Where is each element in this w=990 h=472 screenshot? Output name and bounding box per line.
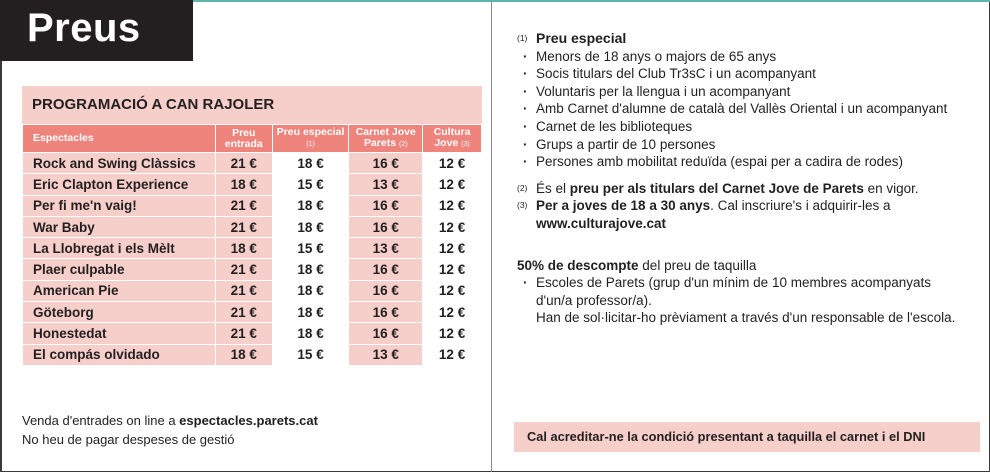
price-entrada: 18 €: [215, 174, 272, 195]
preu-especial-item: · Grups a partir de 10 persones: [517, 136, 967, 154]
price-especial: 18 €: [272, 302, 349, 323]
note-2: (2) És el preu per als titulars del Carnet Jove de Parets en vigor.: [517, 180, 919, 196]
column-divider: [491, 2, 492, 472]
col-header-espectacles: Espectacles: [23, 125, 216, 153]
price-entrada: 21 €: [215, 153, 272, 174]
price-cultura: 12 €: [423, 238, 482, 259]
price-entrada: 18 €: [215, 344, 272, 365]
espectacle-name: War Baby: [23, 216, 216, 237]
price-carnet: 16 €: [349, 195, 423, 216]
price-especial: 15 €: [272, 174, 349, 195]
title-banner: [0, 0, 193, 61]
price-cultura: 12 €: [423, 259, 482, 280]
descompte-item: · Escoles de Parets (grup d'un mínim de 10 membres acompanyats d'un/a professor/a).: [517, 274, 967, 309]
price-carnet: 16 €: [349, 323, 423, 344]
table-row: [23, 195, 482, 216]
price-carnet: 13 €: [349, 344, 423, 365]
price-carnet: 13 €: [349, 238, 423, 259]
price-cultura: 12 €: [423, 174, 482, 195]
espectacle-name: Plaer culpable: [23, 259, 216, 280]
table-row: [23, 238, 482, 259]
venda-line-2: No heu de pagar despeses de gestió: [22, 432, 235, 447]
venda-line-1: Venda d'entrades on line a espectacles.parets.cat: [22, 413, 318, 428]
preu-especial-item: · Socis titulars del Club Tr3sC i un acompanyant: [517, 65, 967, 83]
price-cultura: 12 €: [423, 195, 482, 216]
preu-especial-item: · Amb Carnet d'alumne de català del Vallès Oriental i un acompanyant: [517, 100, 967, 118]
note-3: (3) Per a joves de 18 a 30 anys. Cal inscriure's i adquirir-les a www.culturajove.cat: [517, 198, 891, 231]
price-cultura: 12 €: [423, 280, 482, 301]
price-table-header-row: [23, 125, 482, 153]
table-row: [23, 153, 482, 174]
page-title: Preus: [27, 6, 141, 50]
espectacle-name: Rock and Swing Clàssics: [23, 153, 216, 174]
descompte-title: 50% de descompte del preu de taquilla: [517, 257, 757, 273]
preu-especial-item: · Persones amb mobilitat reduïda (espai per a cadira de rodes): [517, 153, 967, 171]
price-entrada: 21 €: [215, 280, 272, 301]
price-especial: 18 €: [272, 323, 349, 344]
price-especial: 18 €: [272, 195, 349, 216]
conditions-panel: [517, 30, 967, 327]
col-header-preu-entrada: Preu entrada: [215, 125, 272, 153]
price-cultura: 12 €: [423, 216, 482, 237]
price-entrada: 21 €: [215, 195, 272, 216]
espectacle-name: La Llobregat i els Mèlt: [23, 238, 216, 259]
price-entrada: 21 €: [215, 216, 272, 237]
col-header-preu-especial: Preu especial (1): [272, 125, 349, 153]
price-table: [22, 124, 482, 366]
preu-especial-item: · Carnet de les biblioteques: [517, 118, 967, 136]
price-entrada: 21 €: [215, 323, 272, 344]
espectacle-name: El compás olvidado: [23, 344, 216, 365]
price-carnet: 16 €: [349, 216, 423, 237]
col-header-cultura-jove: Cultura Jove (3): [423, 125, 482, 153]
price-cultura: 12 €: [423, 323, 482, 344]
culturajove-link[interactable]: www.culturajove.cat: [536, 215, 667, 231]
table-row: [23, 174, 482, 195]
price-entrada: 21 €: [215, 302, 272, 323]
price-especial: 18 €: [272, 259, 349, 280]
preu-especial-item: · Voluntaris per la llengua i un acompanyant: [517, 83, 967, 101]
price-carnet: 16 €: [349, 259, 423, 280]
price-cultura: 12 €: [423, 153, 482, 174]
footnotes: [517, 180, 967, 233]
price-carnet: 13 €: [349, 174, 423, 195]
table-row: [23, 280, 482, 301]
price-carnet: 16 €: [349, 280, 423, 301]
espectacle-name: Per fi me'n vaig!: [23, 195, 216, 216]
venda-link[interactable]: espectacles.parets.cat: [179, 413, 318, 428]
table-row: [23, 302, 482, 323]
price-entrada: 18 €: [215, 238, 272, 259]
col-header-carnet-jove: Carnet Jove Parets (2): [349, 125, 423, 153]
price-entrada: 21 €: [215, 259, 272, 280]
espectacle-name: Göteborg: [23, 302, 216, 323]
venda-info: [22, 411, 318, 449]
table-row: [23, 323, 482, 344]
descompte-block: [517, 257, 967, 327]
price-especial: 18 €: [272, 153, 349, 174]
table-row: [23, 344, 482, 365]
espectacle-name: American Pie: [23, 280, 216, 301]
table-row: [23, 216, 482, 237]
condition-text: Cal acreditar-ne la condició presentant a taquilla el carnet i el DNI: [527, 429, 926, 444]
programacio-heading: PROGRAMACIÓ A CAN RAJOLER: [32, 96, 275, 113]
preu-especial-item: · Menors de 18 anys o majors de 65 anys: [517, 48, 967, 66]
preu-especial-heading: (1) Preu especial: [517, 30, 627, 46]
espectacle-name: Eric Clapton Experience: [23, 174, 216, 195]
table-row: [23, 259, 482, 280]
price-especial: 18 €: [272, 280, 349, 301]
price-cultura: 12 €: [423, 302, 482, 323]
preu-especial-list: [517, 48, 967, 171]
price-especial: 18 €: [272, 216, 349, 237]
descompte-list: [517, 274, 967, 309]
espectacle-name: Honestedat: [23, 323, 216, 344]
price-carnet: 16 €: [349, 153, 423, 174]
price-carnet: 16 €: [349, 302, 423, 323]
descompte-extra: Han de sol·licitar-ho prèviament a través d'un responsable de l'escola.: [536, 310, 956, 326]
price-especial: 15 €: [272, 238, 349, 259]
price-especial: 15 €: [272, 344, 349, 365]
top-accent-line: [193, 0, 990, 2]
price-cultura: 12 €: [423, 344, 482, 365]
